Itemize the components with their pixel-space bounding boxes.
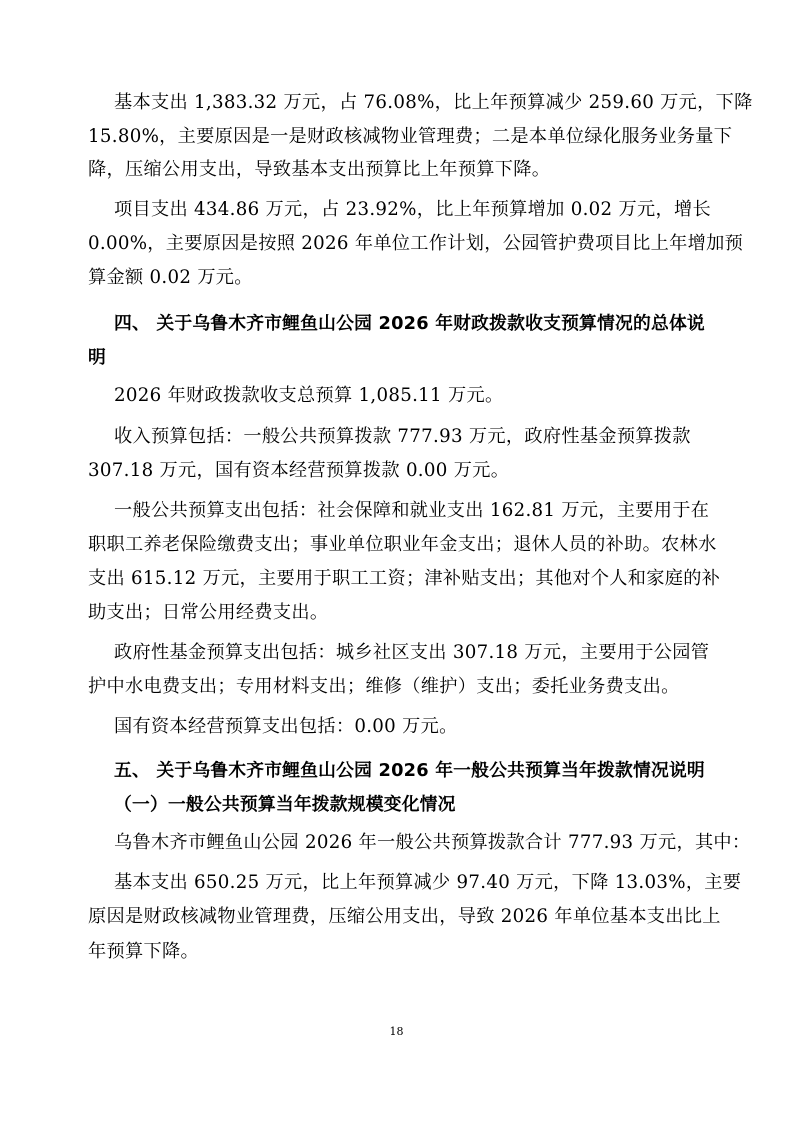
text-line: 15.80%，主要原因是一是财政核减物业管理费；二是本单位绿化服务业务量下	[88, 126, 733, 147]
text-line: 降，压缩公用支出，导致基本支出预算比上年预算下降。	[88, 159, 551, 180]
subsection-heading: （一）一般公共预算当年拨款规模变化情况	[114, 794, 456, 815]
text-line: 项目支出 434.86 万元，占 23.92%，比上年预算增加 0.02 万元，增长	[114, 199, 711, 220]
text-line: 职职工养老保险缴费支出；事业单位职业年金支出；退休人员的补助。农林水	[88, 534, 717, 555]
section-heading: 四、 关于乌鲁木齐市鲤鱼山公园 2026 年财政拨款收支预算情况的总体说	[114, 313, 705, 334]
text-line: 支出 615.12 万元，主要用于职工工资；津补贴支出；其他对个人和家庭的补	[88, 568, 721, 589]
section-heading: 五、 关于乌鲁木齐市鲤鱼山公园 2026 年一般公共预算当年拨款情况说明	[114, 760, 705, 781]
page-number: 18	[389, 1025, 404, 1038]
text-line: 政府性基金预算支出包括：城乡社区支出 307.18 万元，主要用于公园管	[114, 642, 710, 663]
text-line: 算金额 0.02 万元。	[88, 267, 253, 288]
section-heading: 明	[88, 347, 106, 368]
text-line: 一般公共预算支出包括：社会保障和就业支出 162.81 万元，主要用于在	[114, 500, 710, 521]
text-line: 基本支出 650.25 万元，比上年预算减少 97.40 万元，下降 13.03%，主要	[114, 872, 742, 893]
text-line: 307.18 万元，国有资本经营预算拨款 0.00 万元。	[88, 460, 510, 481]
text-line: 国有资本经营预算支出包括：0.00 万元。	[114, 716, 458, 737]
text-line: 2026 年财政拨款收支总预算 1,085.11 万元。	[114, 385, 504, 406]
text-line: 基本支出 1,383.32 万元，占 76.08%，比上年预算减少 259.60 万元，下降	[114, 92, 753, 113]
text-line: 护中水电费支出；专用材料支出；维修（维护）支出；委托业务费支出。	[88, 676, 680, 697]
text-line: 助支出；日常公用经费支出。	[88, 602, 329, 623]
text-line: 年预算下降。	[88, 941, 199, 962]
text-line: 乌鲁木齐市鲤鱼山公园 2026 年一般公共预算拨款合计 777.93 万元，其中：	[114, 832, 751, 853]
text-line: 原因是财政核减物业管理费，压缩公用支出，导致 2026 年单位基本支出比上	[88, 906, 721, 927]
text-line: 0.00%，主要原因是按照 2026 年单位工作计划，公园管护费项目比上年增加预	[88, 233, 744, 254]
text-line: 收入预算包括：一般公共预算拨款 777.93 万元，政府性基金预算拨款	[114, 426, 691, 447]
